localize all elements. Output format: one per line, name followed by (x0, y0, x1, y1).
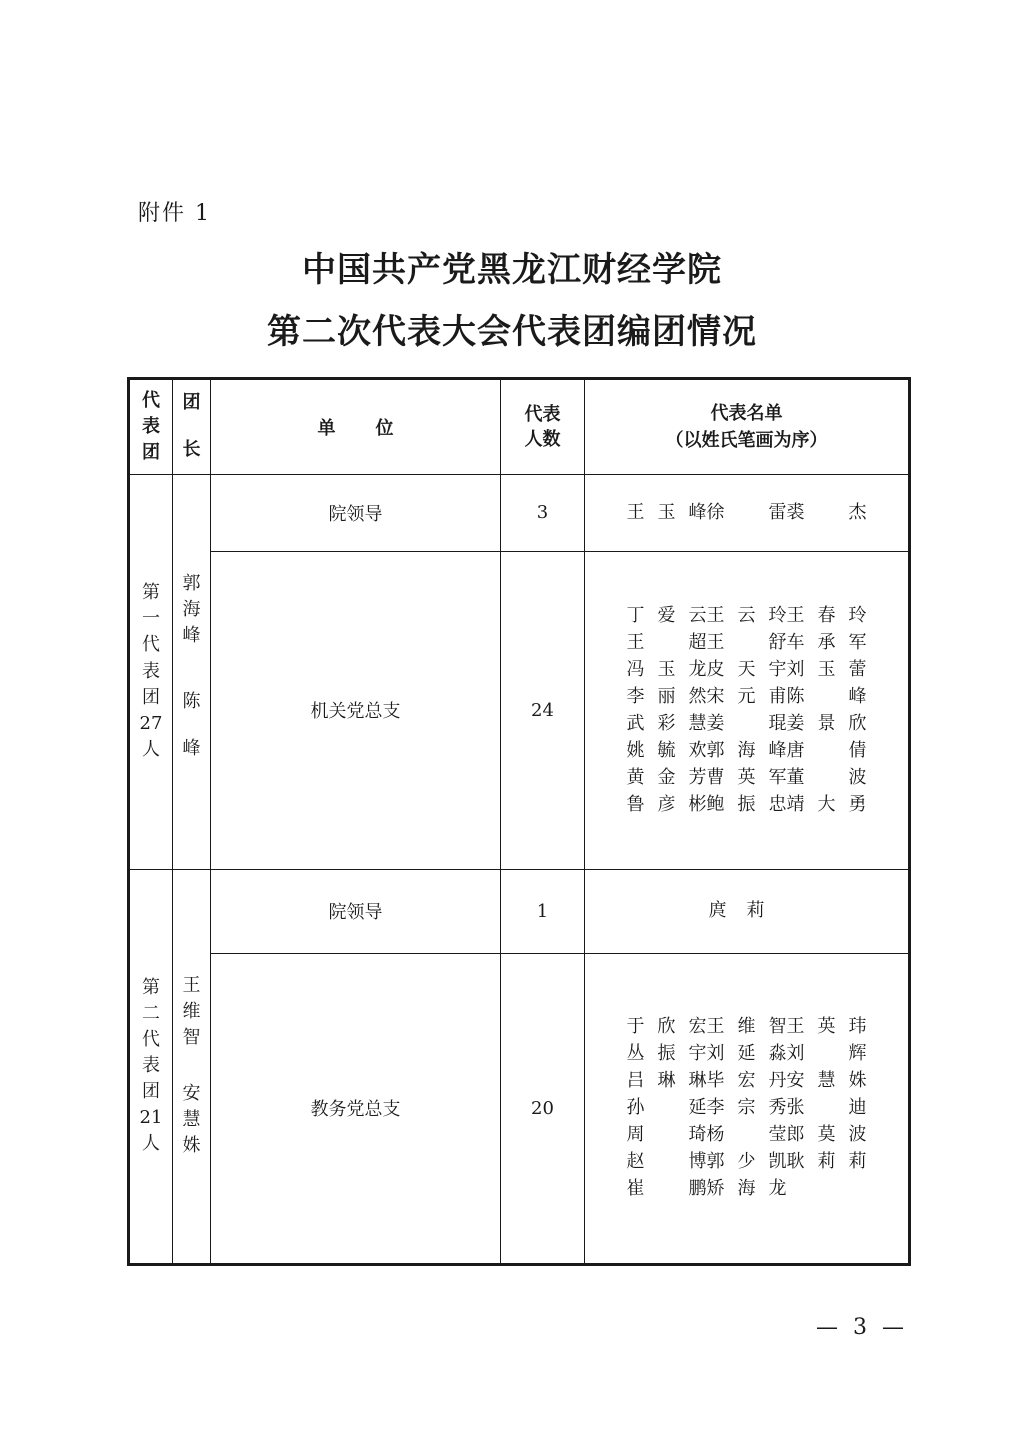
delegate-name: 耿莉莉 (786, 1151, 867, 1173)
header-count-line1: 代表 (524, 403, 561, 425)
delegate-name: 王云玲 (706, 604, 787, 626)
delegate-name: 孙延 (626, 1097, 707, 1119)
leader-cell-1 (173, 474, 211, 869)
unit-cell: 院领导 (211, 869, 501, 953)
delegate-name: 安慧姝 (786, 1070, 867, 1092)
delegate-name: 唐倩 (786, 739, 867, 761)
leader-name-char: 陈 (182, 690, 201, 712)
header-names-line1: 代表名单 (710, 402, 783, 424)
delegation-char: 人 (142, 738, 160, 760)
count-cell: 1 (501, 869, 585, 953)
delegate-name: 崔鹏 (626, 1178, 707, 1200)
attachment-label: 附件 1 (138, 201, 211, 226)
delegation-cell-2 (129, 869, 173, 1264)
leader-name-char: 郭 (182, 572, 201, 594)
delegate-name: 刘延淼 (706, 1043, 787, 1065)
header-leader-char: 长 (182, 438, 201, 460)
delegation-char: 表 (142, 1055, 160, 1077)
delegate-name: 黄金芳 (626, 766, 707, 788)
delegate-name: 冯玉龙 (626, 658, 707, 680)
delegate-name: 曹英军 (706, 766, 787, 788)
header-names (585, 379, 910, 475)
leader-name-char: 慧 (182, 1109, 201, 1131)
delegate-name: 车承军 (786, 631, 867, 653)
header-leader-char: 团 (182, 392, 201, 413)
delegate-name: 吕琳琳 (626, 1070, 707, 1092)
delegation-table (127, 377, 911, 1266)
delegate-name: 刘玉蕾 (786, 658, 867, 680)
names-cell (585, 869, 910, 953)
delegate-name: 王玉峰 (626, 501, 707, 523)
header-count (501, 379, 585, 475)
delegation-char: 代 (142, 634, 160, 656)
delegation-char: 第 (142, 582, 160, 604)
delegate-name: 靖大勇 (786, 793, 867, 815)
table-row (129, 869, 910, 953)
document-title-line1: 中国共产党黑龙江财经学院 (302, 250, 722, 290)
header-unit-label: 单位 (317, 417, 434, 439)
delegate-name: 王舒 (706, 631, 787, 653)
leader-cell-2 (173, 869, 211, 1264)
delegate-name: 丁爱云 (626, 604, 707, 626)
delegation-char: 一 (142, 608, 160, 630)
count-cell: 24 (501, 551, 585, 869)
delegation-char: 21 (139, 1107, 163, 1129)
delegate-name: 郎莫波 (786, 1124, 867, 1146)
delegation-char: 第 (142, 976, 160, 998)
header-count-line2: 人数 (524, 428, 561, 450)
unit-cell: 院领导 (211, 474, 501, 551)
delegation-char: 团 (142, 686, 160, 708)
leader-name-char: 维 (182, 1000, 201, 1022)
delegate-name: 李宗秀 (706, 1097, 787, 1119)
delegate-name: 姜琨 (706, 712, 787, 734)
page-number: — 3 — (816, 1315, 908, 1340)
table-row (129, 551, 910, 869)
delegate-name: 李丽然 (626, 685, 707, 707)
leader-name-char: 安 (182, 1083, 201, 1105)
document-title-line2: 第二次代表大会代表团编团情况 (267, 312, 757, 352)
delegate-name: 于欣宏 (626, 1016, 707, 1038)
delegate-name: 宋元甫 (706, 685, 787, 707)
delegation-char: 团 (142, 1081, 160, 1103)
names-cell (585, 953, 910, 1264)
unit-cell: 教务党总支 (211, 953, 501, 1264)
delegate-name: 王超 (626, 631, 707, 653)
delegate-name: 王维智 (706, 1016, 787, 1038)
names-cell (585, 551, 910, 869)
delegation-char: 代 (142, 1028, 160, 1050)
table-header-row (129, 379, 910, 475)
delegate-name: 周琦 (626, 1124, 707, 1146)
leader-name-char: 峰 (182, 624, 201, 646)
header-delegation-char: 代 (142, 389, 160, 411)
delegate-name: 郭少凯 (706, 1151, 787, 1173)
delegate-name: 王春玲 (786, 604, 867, 626)
header-delegation-char: 团 (142, 441, 160, 463)
delegate-name: 赵博 (626, 1151, 707, 1173)
leader-name-char: 王 (182, 974, 201, 996)
delegate-name: 鲁彦彬 (626, 793, 707, 815)
delegate-name: 郭海峰 (706, 739, 787, 761)
delegate-name: 鲍振忠 (706, 793, 787, 815)
delegate-name: 刘辉 (786, 1043, 867, 1065)
header-delegation (129, 379, 173, 475)
delegate-name: 张迪 (786, 1097, 867, 1119)
delegate-name: 王英玮 (786, 1016, 867, 1038)
leader-name-char: 海 (182, 598, 201, 620)
delegation-char: 27 (139, 712, 163, 734)
delegation-char: 表 (142, 660, 160, 682)
count-cell: 3 (501, 474, 585, 551)
names-cell (585, 474, 910, 551)
delegate-name: 徐雷 (706, 501, 787, 523)
delegate-name: 裘杰 (786, 501, 867, 523)
table-row (129, 953, 910, 1264)
delegate-name: 皮天宇 (706, 658, 787, 680)
leader-name-char: 智 (182, 1027, 201, 1048)
header-names-line2: （以姓氏笔画为序） (665, 429, 828, 451)
delegate-name: 董波 (786, 766, 867, 788)
header-unit (211, 379, 501, 475)
delegation-cell-1 (129, 474, 173, 869)
table-row (129, 474, 910, 551)
delegation-char: 二 (142, 1002, 160, 1024)
unit-cell: 机关党总支 (211, 551, 501, 869)
delegate-name: 陈峰 (786, 685, 867, 707)
delegate-name: 丛振宇 (626, 1043, 707, 1065)
delegate-name: 姚毓欢 (626, 739, 707, 761)
delegate-name: 矫海龙 (706, 1178, 787, 1200)
delegation-char: 人 (142, 1133, 160, 1155)
delegate-name: 武彩慧 (626, 712, 707, 734)
delegate-name: 姜景欣 (786, 712, 867, 734)
header-leader (173, 379, 211, 475)
delegate-name: 杨莹 (706, 1124, 787, 1146)
delegate-name: 毕宏丹 (706, 1070, 787, 1092)
leader-name-char: 峰 (182, 737, 201, 759)
delegate-name: 庹莉 (708, 900, 785, 922)
leader-name-char: 姝 (182, 1135, 201, 1157)
header-delegation-char: 表 (142, 415, 160, 437)
count-cell: 20 (501, 953, 585, 1264)
